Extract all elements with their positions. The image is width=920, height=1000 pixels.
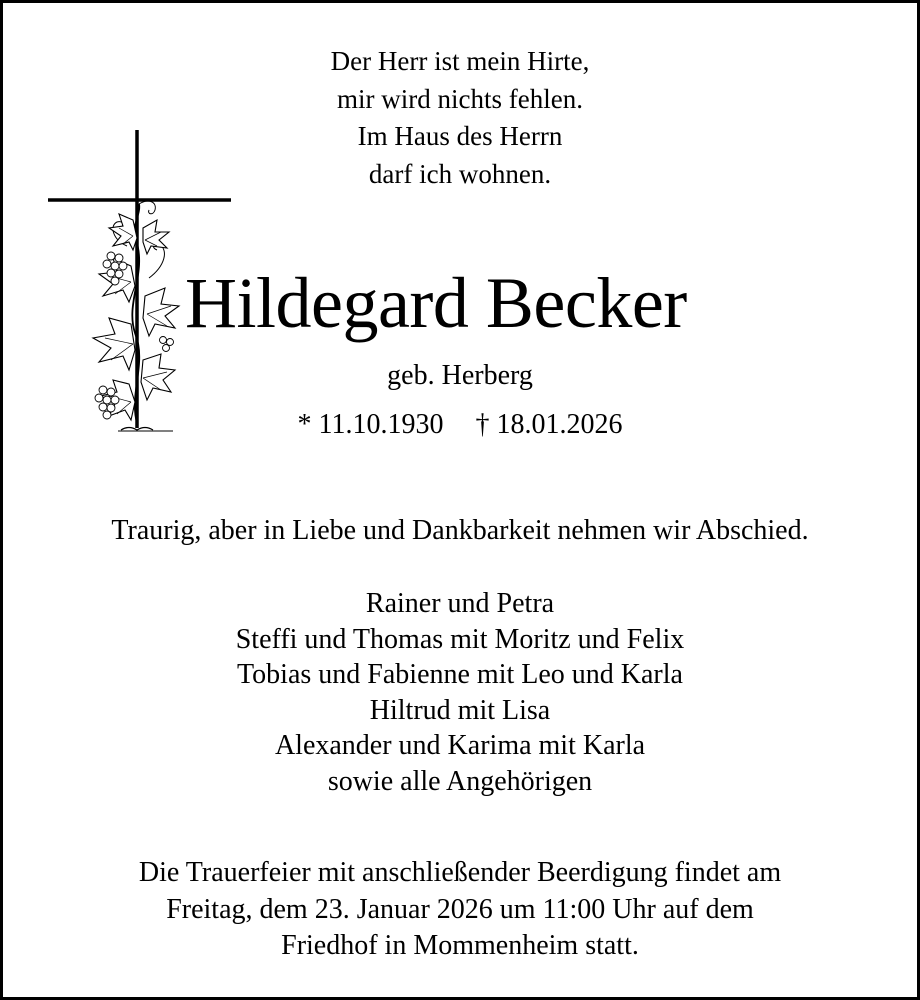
deceased-name: Hildegard Becker: [185, 263, 687, 343]
farewell-text: Traurig, aber in Liebe und Dankbarkeit nehmen wir Abschied.: [111, 515, 809, 546]
mourner-line: Tobias und Fabienne mit Leo und Karla: [237, 659, 683, 690]
funeral-details: [3, 855, 917, 965]
funeral-line: Freitag, dem 23. Januar 2026 um 11:00 Uhr auf dem: [166, 893, 754, 925]
psalm-line: darf ich wohnen.: [368, 158, 552, 189]
psalm-line: Der Herr ist mein Hirte,: [330, 46, 590, 76]
mourner-line: Rainer und Petra: [365, 588, 555, 619]
psalm-line: mir wird nichts fehlen.: [337, 83, 583, 114]
funeral-line: Die Trauerfeier mit anschließender Beerdigung findet am: [138, 857, 782, 888]
birth-date: * 11.10.1930: [297, 409, 444, 440]
mourner-line: Alexander und Karima mit Karla: [274, 730, 646, 761]
mourner-line: Steffi und Thomas mit Moritz und Felix: [235, 623, 685, 655]
life-dates: [3, 407, 917, 443]
death-date: † 18.01.2026: [475, 409, 623, 440]
funeral-line: Friedhof in Mommenheim statt.: [281, 930, 639, 961]
mourner-line: Hiltrud mit Lisa: [369, 694, 551, 726]
mourners-list: [3, 586, 917, 799]
maiden-name: geb. Herberg: [387, 360, 533, 391]
mourner-line: sowie alle Angehörigen: [327, 765, 593, 797]
psalm-line: Im Haus des Herrn: [357, 121, 563, 151]
